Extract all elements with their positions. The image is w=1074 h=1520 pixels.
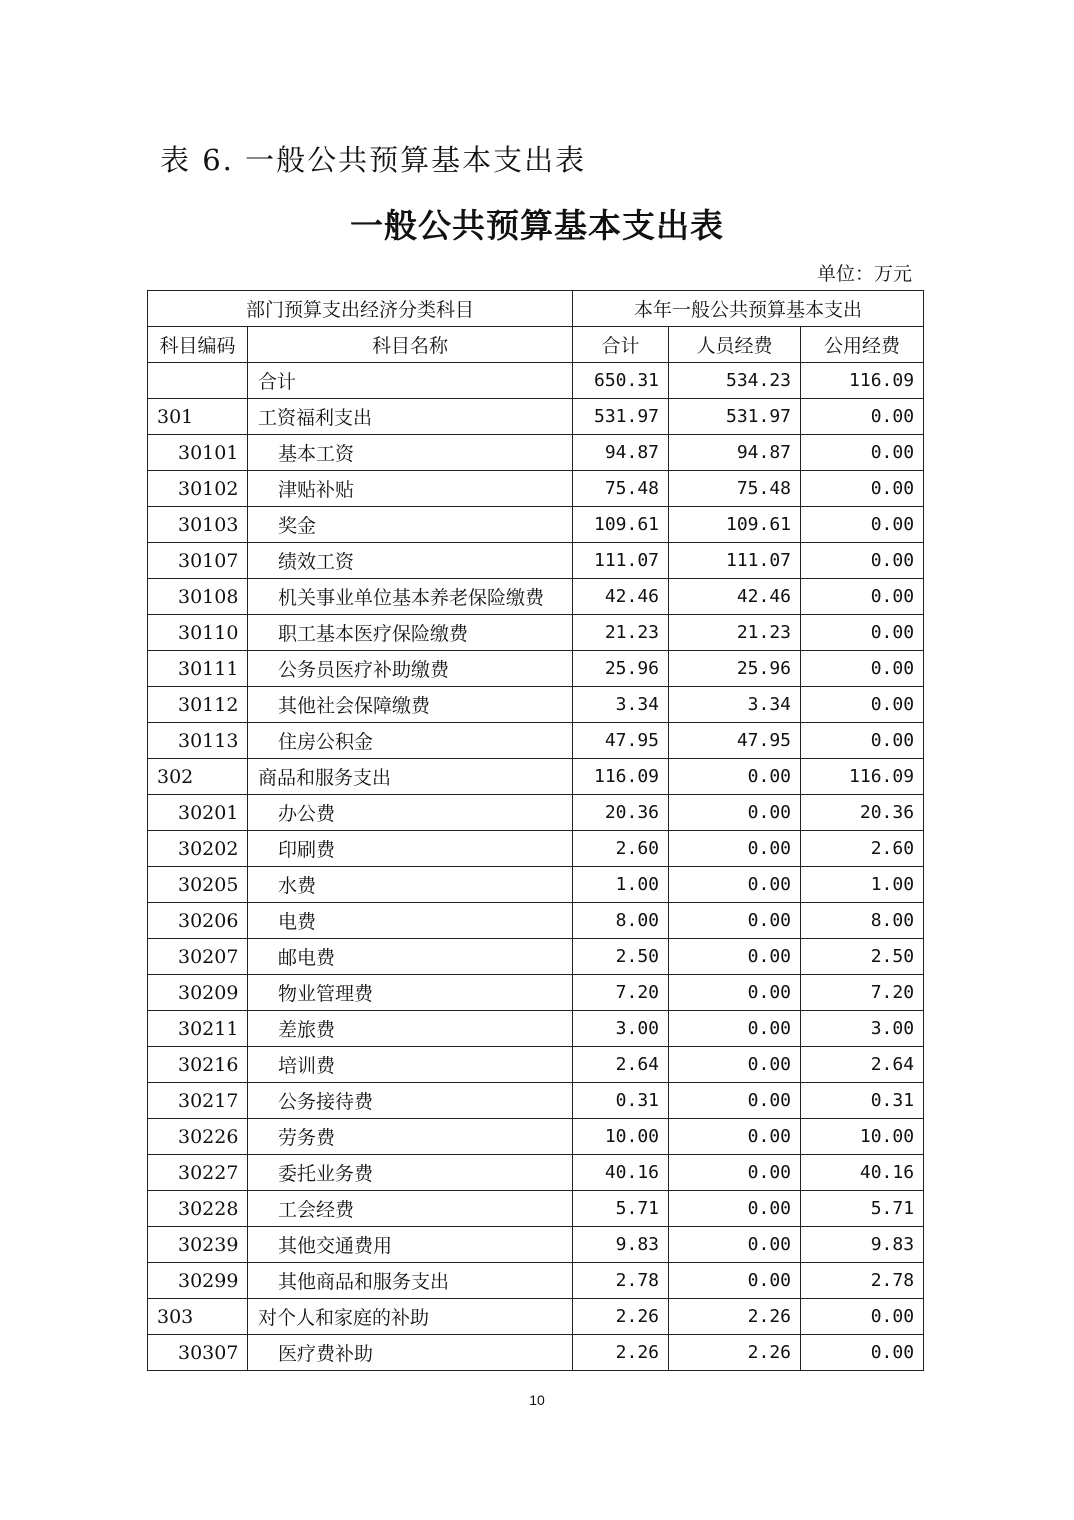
- row-code: 30110: [148, 615, 248, 651]
- table-row: [148, 795, 924, 831]
- row-code: 30211: [148, 1011, 248, 1047]
- row-total: 42.46: [573, 579, 669, 615]
- row-total: 75.48: [573, 471, 669, 507]
- row-personnel: 0.00: [669, 1227, 801, 1263]
- header-column-row: [148, 327, 924, 363]
- table-row: [148, 579, 924, 615]
- header-total: 合计: [573, 327, 669, 363]
- header-code: 科目编码: [148, 327, 248, 363]
- row-name: 商品和服务支出: [248, 759, 573, 795]
- row-code: 30226: [148, 1119, 248, 1155]
- row-personnel: 109.61: [669, 507, 801, 543]
- row-code: 30227: [148, 1155, 248, 1191]
- page-title: 一般公共预算基本支出表: [350, 206, 724, 245]
- row-name: 津贴补贴: [248, 471, 573, 507]
- row-total: 2.60: [573, 831, 669, 867]
- row-total: 531.97: [573, 399, 669, 435]
- row-code: 30206: [148, 903, 248, 939]
- row-name: 电费: [248, 903, 573, 939]
- row-name: 物业管理费: [248, 975, 573, 1011]
- row-code: 30112: [148, 687, 248, 723]
- header-name: 科目名称: [248, 327, 573, 363]
- table-row: [148, 687, 924, 723]
- row-personnel: 534.23: [669, 363, 801, 399]
- row-personnel: 0.00: [669, 1155, 801, 1191]
- row-personnel: 75.48: [669, 471, 801, 507]
- row-public: 0.00: [801, 507, 924, 543]
- row-code: 30201: [148, 795, 248, 831]
- table-row: [148, 471, 924, 507]
- row-public: 3.00: [801, 1011, 924, 1047]
- row-personnel: 0.00: [669, 1083, 801, 1119]
- row-name: 对个人和家庭的补助: [248, 1299, 573, 1335]
- table-row: [148, 1227, 924, 1263]
- row-public: 7.20: [801, 975, 924, 1011]
- table-body: [148, 363, 924, 1371]
- row-personnel: 0.00: [669, 939, 801, 975]
- row-name: 奖金: [248, 507, 573, 543]
- row-public: 9.83: [801, 1227, 924, 1263]
- table-row: [148, 399, 924, 435]
- row-public: 1.00: [801, 867, 924, 903]
- unit-label: 单位：万元: [816, 263, 912, 285]
- table-row: [148, 1263, 924, 1299]
- row-total: 1.00: [573, 867, 669, 903]
- row-name: 其他交通费用: [248, 1227, 573, 1263]
- row-total: 116.09: [573, 759, 669, 795]
- row-personnel: 47.95: [669, 723, 801, 759]
- row-name: 委托业务费: [248, 1155, 573, 1191]
- table-row: [148, 363, 924, 399]
- row-code: 30207: [148, 939, 248, 975]
- row-personnel: 0.00: [669, 759, 801, 795]
- row-name: 水费: [248, 867, 573, 903]
- row-public: 0.00: [801, 435, 924, 471]
- row-total: 2.26: [573, 1335, 669, 1371]
- row-name: 公务接待费: [248, 1083, 573, 1119]
- row-name: 职工基本医疗保险缴费: [248, 615, 573, 651]
- row-total: 650.31: [573, 363, 669, 399]
- row-personnel: 2.26: [669, 1299, 801, 1335]
- row-total: 94.87: [573, 435, 669, 471]
- row-total: 25.96: [573, 651, 669, 687]
- table-row: [148, 1335, 924, 1371]
- row-public: 2.64: [801, 1047, 924, 1083]
- row-name: 机关事业单位基本养老保险缴费: [248, 579, 573, 615]
- row-total: 10.00: [573, 1119, 669, 1155]
- row-public: 0.00: [801, 579, 924, 615]
- row-public: 0.00: [801, 1299, 924, 1335]
- row-total: 8.00: [573, 903, 669, 939]
- row-code: 301: [148, 399, 248, 435]
- row-public: 5.71: [801, 1191, 924, 1227]
- row-code: [148, 363, 248, 399]
- row-personnel: 25.96: [669, 651, 801, 687]
- row-personnel: 0.00: [669, 903, 801, 939]
- row-personnel: 531.97: [669, 399, 801, 435]
- table-row: [148, 831, 924, 867]
- row-personnel: 0.00: [669, 1263, 801, 1299]
- page-number: 10: [529, 1392, 545, 1408]
- row-name: 劳务费: [248, 1119, 573, 1155]
- header-group-right: 本年一般公共预算基本支出: [573, 291, 924, 327]
- row-total: 2.78: [573, 1263, 669, 1299]
- row-name: 印刷费: [248, 831, 573, 867]
- header-group-left: 部门预算支出经济分类科目: [148, 291, 573, 327]
- row-total: 9.83: [573, 1227, 669, 1263]
- row-code: 30111: [148, 651, 248, 687]
- row-name: 邮电费: [248, 939, 573, 975]
- table-row: [148, 507, 924, 543]
- table-row: [148, 1119, 924, 1155]
- row-name: 办公费: [248, 795, 573, 831]
- row-code: 302: [148, 759, 248, 795]
- row-code: 30209: [148, 975, 248, 1011]
- row-name: 工会经费: [248, 1191, 573, 1227]
- row-personnel: 0.00: [669, 975, 801, 1011]
- row-total: 47.95: [573, 723, 669, 759]
- row-public: 0.00: [801, 687, 924, 723]
- table-row: [148, 939, 924, 975]
- row-public: 2.78: [801, 1263, 924, 1299]
- row-name: 公务员医疗补助缴费: [248, 651, 573, 687]
- table-row: [148, 1011, 924, 1047]
- row-personnel: 0.00: [669, 1191, 801, 1227]
- table-row: [148, 975, 924, 1011]
- row-public: 0.00: [801, 543, 924, 579]
- table-row: [148, 723, 924, 759]
- row-code: 30113: [148, 723, 248, 759]
- row-code: 30307: [148, 1335, 248, 1371]
- row-code: 30205: [148, 867, 248, 903]
- row-public: 116.09: [801, 759, 924, 795]
- row-public: 0.00: [801, 615, 924, 651]
- row-personnel: 0.00: [669, 867, 801, 903]
- row-name: 工资福利支出: [248, 399, 573, 435]
- row-total: 2.50: [573, 939, 669, 975]
- row-name: 合计: [248, 363, 573, 399]
- row-name: 绩效工资: [248, 543, 573, 579]
- row-total: 111.07: [573, 543, 669, 579]
- row-total: 2.64: [573, 1047, 669, 1083]
- budget-table: [147, 290, 924, 1371]
- row-name: 住房公积金: [248, 723, 573, 759]
- row-personnel: 0.00: [669, 1047, 801, 1083]
- row-total: 20.36: [573, 795, 669, 831]
- row-name: 其他商品和服务支出: [248, 1263, 573, 1299]
- table-row: [148, 1083, 924, 1119]
- row-total: 2.26: [573, 1299, 669, 1335]
- row-public: 10.00: [801, 1119, 924, 1155]
- row-code: 30108: [148, 579, 248, 615]
- section-title: 表 6. 一般公共预算基本支出表: [160, 143, 587, 177]
- row-code: 30107: [148, 543, 248, 579]
- table-row: [148, 543, 924, 579]
- row-personnel: 0.00: [669, 1119, 801, 1155]
- row-total: 3.34: [573, 687, 669, 723]
- row-public: 2.50: [801, 939, 924, 975]
- table-row: [148, 903, 924, 939]
- table-row: [148, 651, 924, 687]
- row-name: 培训费: [248, 1047, 573, 1083]
- row-public: 2.60: [801, 831, 924, 867]
- row-total: 109.61: [573, 507, 669, 543]
- table-row: [148, 435, 924, 471]
- row-public: 0.31: [801, 1083, 924, 1119]
- header-group-row: [148, 291, 924, 327]
- row-public: 0.00: [801, 651, 924, 687]
- table-row: [148, 615, 924, 651]
- row-code: 30228: [148, 1191, 248, 1227]
- row-code: 30216: [148, 1047, 248, 1083]
- row-name: 其他社会保障缴费: [248, 687, 573, 723]
- row-public: 116.09: [801, 363, 924, 399]
- row-code: 30101: [148, 435, 248, 471]
- table-row: [148, 1155, 924, 1191]
- row-public: 40.16: [801, 1155, 924, 1191]
- row-public: 8.00: [801, 903, 924, 939]
- table-row: [148, 1047, 924, 1083]
- table-row: [148, 1191, 924, 1227]
- row-public: 20.36: [801, 795, 924, 831]
- row-personnel: 0.00: [669, 831, 801, 867]
- row-name: 差旅费: [248, 1011, 573, 1047]
- row-total: 0.31: [573, 1083, 669, 1119]
- row-code: 30239: [148, 1227, 248, 1263]
- row-personnel: 94.87: [669, 435, 801, 471]
- header-personnel: 人员经费: [669, 327, 801, 363]
- row-total: 21.23: [573, 615, 669, 651]
- row-personnel: 0.00: [669, 1011, 801, 1047]
- row-code: 30217: [148, 1083, 248, 1119]
- table-row: [148, 1299, 924, 1335]
- row-code: 303: [148, 1299, 248, 1335]
- row-personnel: 0.00: [669, 795, 801, 831]
- row-total: 3.00: [573, 1011, 669, 1047]
- table-row: [148, 759, 924, 795]
- row-total: 5.71: [573, 1191, 669, 1227]
- row-total: 40.16: [573, 1155, 669, 1191]
- row-public: 0.00: [801, 471, 924, 507]
- row-personnel: 21.23: [669, 615, 801, 651]
- row-code: 30202: [148, 831, 248, 867]
- row-code: 30102: [148, 471, 248, 507]
- row-personnel: 3.34: [669, 687, 801, 723]
- table-row: [148, 867, 924, 903]
- row-personnel: 2.26: [669, 1335, 801, 1371]
- row-name: 医疗费补助: [248, 1335, 573, 1371]
- row-public: 0.00: [801, 399, 924, 435]
- row-total: 7.20: [573, 975, 669, 1011]
- row-public: 0.00: [801, 723, 924, 759]
- header-public: 公用经费: [801, 327, 924, 363]
- row-personnel: 42.46: [669, 579, 801, 615]
- row-public: 0.00: [801, 1335, 924, 1371]
- row-personnel: 111.07: [669, 543, 801, 579]
- row-name: 基本工资: [248, 435, 573, 471]
- row-code: 30103: [148, 507, 248, 543]
- row-code: 30299: [148, 1263, 248, 1299]
